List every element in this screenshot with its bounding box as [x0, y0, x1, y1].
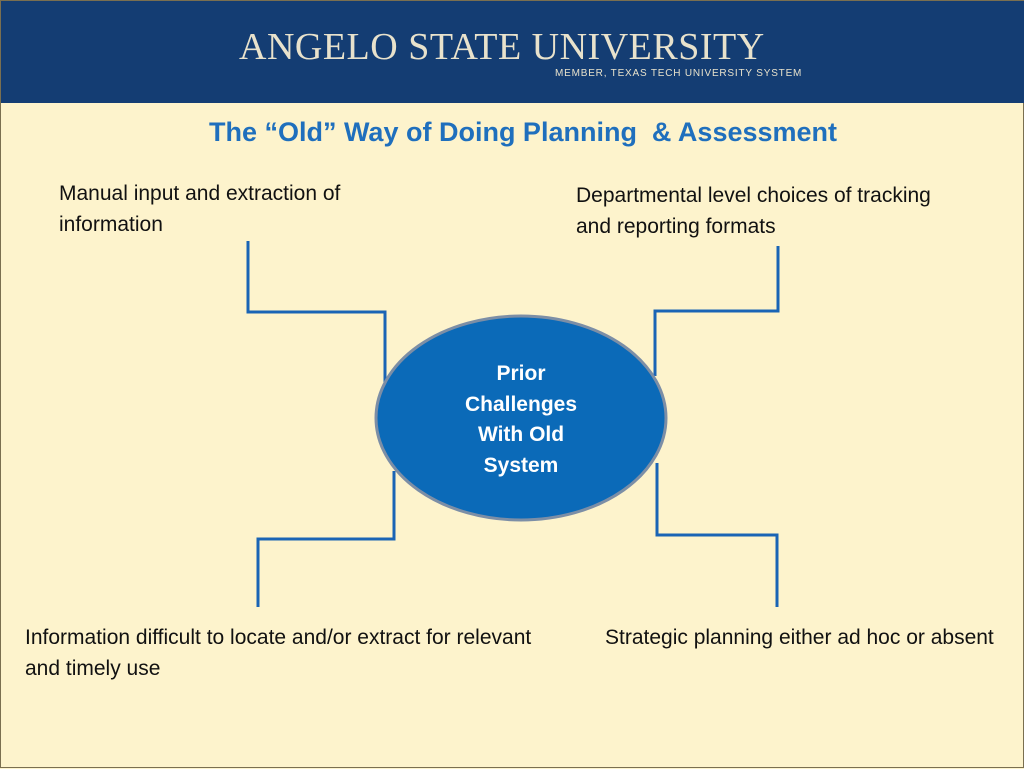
connector-bottom-left	[258, 471, 394, 607]
challenge-information-difficult: Information difficult to locate and/or extract for relevant and timely use	[25, 626, 532, 680]
slide-title: The “Old” Way of Doing Planning & Assessment	[208, 117, 838, 147]
challenge-strategic-planning: Strategic planning either ad hoc or absent	[605, 626, 994, 649]
challenge-departmental-formats: Departmental level choices of tracking and reporting formats	[576, 184, 931, 238]
center-label	[431, 359, 611, 481]
center-label-line-4: System	[483, 453, 559, 477]
challenge-manual-input: Manual input and extraction of information	[59, 182, 341, 236]
connector-bottom-right	[657, 463, 777, 607]
center-label-line-3: With Old	[477, 423, 565, 446]
connector-top-right	[655, 246, 778, 376]
center-label-line-1: Prior	[496, 362, 546, 385]
university-name: ANGELO STATE UNIVERSITY	[239, 26, 765, 68]
university-tagline: MEMBER, TEXAS TECH UNIVERSITY SYSTEM	[555, 68, 803, 79]
connector-top-left	[248, 241, 385, 383]
center-label-line-2: Challenges	[464, 392, 578, 416]
